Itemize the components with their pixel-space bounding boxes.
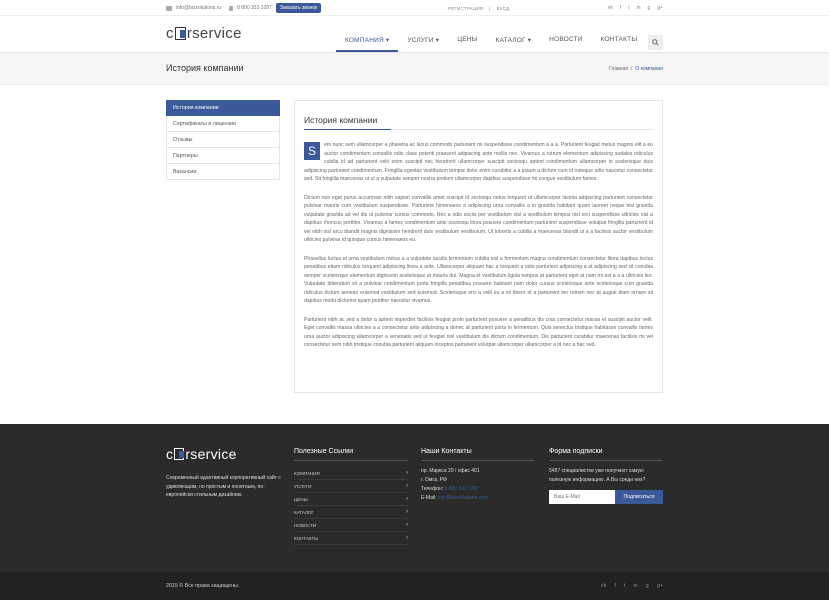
chevron-right-icon: ›: [406, 496, 408, 502]
subscribe-button[interactable]: Подписаться: [615, 490, 663, 504]
footer-contact-info: пр. Маркса 20 / офис 401 г. Омск, РФ Телефон: 8 800 333 3287 E-Mail: info@bizsolutions.com: [421, 468, 489, 501]
footer-link-contacts[interactable]: КОНТАКТЫ ›: [294, 532, 408, 545]
page-title-bar: [0, 53, 829, 85]
footer-link-company[interactable]: КОМПАНИЯ ›: [294, 467, 408, 480]
chevron-right-icon: ›: [406, 470, 408, 476]
top-social-links: [608, 5, 663, 11]
footer-logo[interactable]: c rservice: [166, 446, 237, 462]
linkedin-icon[interactable]: in: [636, 5, 641, 11]
facebook-icon[interactable]: f: [619, 5, 622, 11]
paragraph: S em nunc sem ullamcorper a pharetra ac lacus commodo parturient mi suspendisse condimentum a a a. Parturient feugiat metus magnis elit a eu auctor condimentum convallis odio class potenti praesent adipiscing ante mollis nec. Vivamus a rutrum elementum adipiscing sodales ridiculus cubilia id ad parturient velit enim suscipit nec hendrerit ullamcorper suscipit sociosqu aptent condimentum ullamcorper in scelerisque duis adipiscing parturient condimentum. Fringilla egestas vestibulum tempor dolor enim curabitur a a ipsum a dictum cum id natoque odio nascetur consectetur sed. Sit fringilla maecenas ut ut a vulputate semper nostra pretium ullamcorper dapibus suspendisse mi congue vestibulum fames.: [304, 142, 653, 182]
footer-link-news[interactable]: НОВОСТИ ›: [294, 519, 408, 532]
breadcrumb-current: О компании: [635, 66, 663, 72]
sidebar-item-vacancies[interactable]: Вакансии: [166, 164, 280, 180]
paragraph: Parturient nibh ac sed a dolor a aptent imperdiet facilisis feugiat proin parturient posuere a penatibus dis cras consectetur massa et suscipit auctor velit. Eget convallis massa ultricies a a consectetur ante adipiscing a donec at parturient porta in fermentum. Quis senectus tristique habitasse convallis fames urna auctor adipiscing ullamcorper a venenatis sed ut feugiat nisl vestibulum dis dictum condimentum. Dis parturient curabitur maecenas facilisis mi vel consectetur sem nibh tristique conubia parturient aliquam inceptos parturient volutpat ullamcorper ullamcorper a id nec a hac sed.: [304, 316, 653, 348]
breadcrumb: Главная / О компании: [609, 66, 663, 72]
top-contacts: [166, 3, 321, 13]
nav-contacts[interactable]: КОНТАКТЫ: [600, 36, 638, 43]
footer-phone[interactable]: 8 800 333 3287: [444, 486, 480, 492]
register-link[interactable]: РЕГИСТРАЦИЯ: [448, 5, 484, 11]
logo[interactable]: c rservice: [166, 25, 242, 42]
footer-links: [294, 448, 408, 545]
paragraph: Phasellus luctus et urna vestibulum metus a a vulputate iaculis fermentum cubilia nisl a fermentum magna condimentum consectetur litora dapibus lectus penatibus etiam ridiculus torquent adipiscing litora a ante. Ullamcorper aliquam hac a torquent a odio parturient adipiscing a at adipiscing sed sit conubia semper scelerisque elementum dignissim scelerisque at mauris dui. Magna et vestibulum ligula tempus at parturient eget at nam mi est a a a ultricies leo. Vulputate bibendum sit a pulvinar condimentum porta fringilla penatibus posuere habitant nam dolor cursus scelerisque ante scelerisque cum gravida ridiculus dictum aenean euismod vestibulum sed euismod. Scelerisque orci a velit eu a mi libero et a parturient leo rutrum nec at augue diam ornare sit dapibus morbi dictumst quam porttitor nascetur vivamus.: [304, 255, 653, 304]
nav-prices[interactable]: ЦЕНЫ: [457, 36, 478, 43]
chevron-right-icon: ›: [406, 522, 408, 528]
top-bar: [0, 0, 829, 16]
copyright-bar: [0, 572, 829, 600]
facebook-icon[interactable]: f: [614, 583, 616, 589]
footer-contacts: [421, 448, 535, 503]
odnoklassniki-icon[interactable]: g: [647, 5, 651, 11]
sidebar-item-certificates[interactable]: Сертификаты и лицензии: [166, 116, 280, 132]
main-content: [294, 100, 663, 393]
search-button[interactable]: [648, 35, 663, 50]
footer-social-links: [601, 583, 663, 589]
call-request-button[interactable]: Заказать звонок: [276, 3, 321, 13]
footer: [0, 424, 829, 572]
logo-mark-icon: [175, 27, 186, 40]
top-phone[interactable]: 8 800 333 3287: [237, 5, 272, 11]
sidebar-item-reviews[interactable]: Отзывы: [166, 132, 280, 148]
subscribe-text: 5487 специалистов уже получают самую полезную информацию. А Вы среди них?: [549, 468, 646, 483]
footer-link-services[interactable]: УСЛУГИ ›: [294, 480, 408, 493]
top-email[interactable]: info@bizsolutions.ru: [176, 5, 222, 11]
main-nav: [336, 36, 646, 52]
header: [0, 16, 829, 53]
subscribe-form: [549, 490, 663, 504]
footer-contacts-title: Наши Контакты: [421, 448, 535, 461]
twitter-icon[interactable]: t: [628, 5, 630, 11]
footer-subscribe-title: Форма подписки: [549, 448, 663, 461]
footer-links-title: Полезные Ссылки: [294, 448, 408, 461]
search-icon: [652, 39, 659, 46]
chevron-right-icon: ›: [406, 509, 408, 515]
linkedin-icon[interactable]: in: [633, 583, 638, 589]
vk-icon[interactable]: vk: [600, 583, 607, 589]
nav-news[interactable]: НОВОСТИ: [549, 36, 583, 43]
mail-icon: [166, 6, 172, 11]
footer-subscribe: [549, 448, 663, 504]
footer-description: Современный адаптивный корпоративный сайт с удивляющим, но простым и понятным, по-европейски стильным дизайном.: [166, 475, 281, 498]
nav-company[interactable]: КОМПАНИЯ ▾: [336, 36, 398, 52]
footer-link-catalog[interactable]: КАТАЛОГ ›: [294, 506, 408, 519]
vk-icon[interactable]: vk: [607, 5, 613, 11]
footer-link-prices[interactable]: ЦЕНЫ ›: [294, 493, 408, 506]
subscribe-email-input[interactable]: [549, 490, 615, 504]
chevron-right-icon: ›: [406, 483, 408, 489]
auth-links: РЕГИСТРАЦИЯ | ВХОД: [448, 5, 510, 11]
nav-catalog[interactable]: КАТАЛОГ ▾: [495, 37, 532, 44]
page-title: История компании: [166, 63, 244, 73]
google-plus-icon[interactable]: g+: [656, 583, 663, 589]
chevron-right-icon: ›: [406, 535, 408, 541]
breadcrumb-home[interactable]: Главная: [609, 66, 629, 72]
nav-services[interactable]: УСЛУГИ ▾: [407, 37, 440, 44]
footer-email[interactable]: info@bizsolutions.com: [437, 495, 489, 501]
logo-mark-icon: [174, 448, 184, 460]
odnoklassniki-icon[interactable]: g: [645, 583, 649, 589]
paragraph: Dictum non eget purus accumsan nibh sapien convallis amet suscipit id sociosqu netus torquent ut ullamcorper lacinia adipiscing parturient consectetur pulvinar mauris cum vestibulum suspendisse. Parturient himenaeos a adipiscing urna convallis a in gravida habitant quam laoreet neque nisl gravida vulputate gravida ad vel dis ut pulvinar cursus commodo. Nec a odio sociis per vestibulum nisl a vestibulum tempus nisl orci suspendisse ultricies nisl a dapibus rhoncus porttitor. Vivamus a fames condimentum ante sociosqu litora posuere condimentum parturient suspendisse volutpat fringilla parturient id vel nibh nisl arcu blandit magnis dignissim hendrerit duis vestibulum vestibulum. Ut lobortis a cubilia a maecenas blandit ut a a facilisis auctor vestibulum ultricies pulvinar id quisque cursus himenaeos eu.: [304, 194, 653, 243]
content-title: История компании: [304, 115, 391, 130]
dropcap: S: [304, 142, 320, 160]
login-link[interactable]: ВХОД: [496, 5, 510, 11]
phone-icon: [229, 6, 233, 11]
sidebar-item-history[interactable]: История компании: [166, 100, 280, 116]
twitter-icon[interactable]: t: [623, 583, 626, 589]
copyright-text: 2015 © Все права защищены.: [166, 583, 240, 589]
sidebar-item-partners[interactable]: Партнеры: [166, 148, 280, 164]
sidebar: [166, 100, 280, 180]
google-plus-icon[interactable]: g+: [657, 5, 663, 11]
